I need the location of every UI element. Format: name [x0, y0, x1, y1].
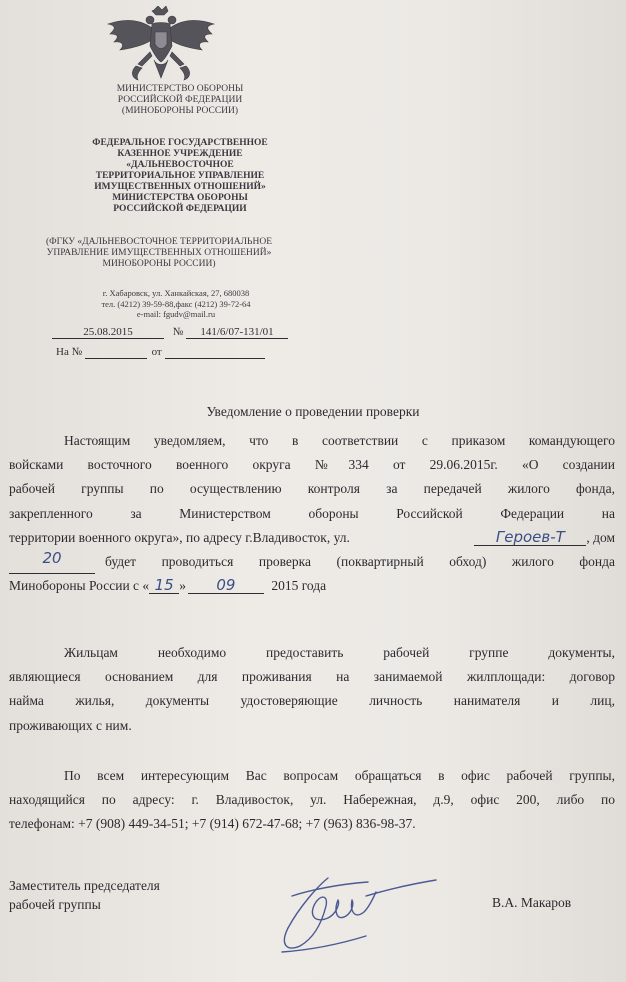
text-line — [9, 550, 615, 574]
registration-line — [52, 326, 288, 339]
ministry-line: МИНИСТЕРСТВО ОБОРОНЫ — [116, 84, 244, 94]
registration-number: 141/6/07-131/01 — [186, 326, 288, 339]
address-block — [56, 288, 296, 320]
institution-line: ФЕДЕРАЛЬНОЕ ГОСУДАРСТВЕННОЕ — [92, 138, 268, 148]
reference-number-label: На № — [56, 346, 83, 358]
text-line: рабочей группы по осуществлению контроля за передачей жилого фонда, — [9, 481, 615, 497]
ministry-name — [40, 84, 320, 117]
reference-date-blank — [165, 346, 265, 359]
text-segment: » — [179, 578, 186, 594]
handwritten-house-number: 20 — [9, 550, 95, 574]
institution-name — [40, 138, 320, 215]
text-segment: будет проводиться проверка (поквартирный обход) жилого фонда — [105, 554, 615, 570]
text-segment: , дом — [586, 529, 615, 545]
position-line: рабочей группы — [9, 897, 101, 912]
institution-line: ИМУЩЕСТВЕННЫХ ОТНОШЕНИЙ» — [94, 182, 266, 192]
registration-number-label: № — [172, 326, 184, 338]
text-line: являющиеся основанием для проживания на занимаемой жилплощади: договор — [9, 669, 615, 685]
paragraph-2 — [9, 641, 615, 738]
institution-line: ТЕРРИТОРИАЛЬНОЕ УПРАВЛЕНИЕ — [95, 171, 265, 181]
signatory-name: В.А. Макаров — [492, 895, 572, 910]
text-line: войсками восточного военного округа №334 от 29.06.2015г. «О создании — [9, 457, 615, 473]
paragraph-1 — [9, 429, 615, 598]
text-line: Жильцам необходимо предоставить рабочей группе документы, — [64, 645, 615, 660]
text-line: По всем интересующим Вас вопросам обращаться в офис рабочей группы, — [64, 768, 615, 783]
ministry-line: РОССИЙСКОЙ ФЕДЕРАЦИИ — [117, 95, 243, 105]
handwritten-street: Героев-Т — [474, 529, 586, 546]
reference-date-label: от — [151, 346, 162, 358]
email: e-mail: fgudv@mail.ru — [136, 309, 216, 319]
handwritten-day: 15 — [149, 577, 179, 594]
text-segment: 2015 года — [271, 578, 327, 594]
institution-line: КАЗЕННОЕ УЧРЕЖДЕНИЕ — [117, 149, 243, 159]
short-name-line: МИНОБОРОНЫ РОССИИ) — [102, 259, 216, 269]
handwritten-month: 09 — [188, 577, 264, 594]
text-line — [9, 574, 615, 598]
paragraph-3 — [9, 764, 615, 837]
reference-line — [56, 346, 265, 359]
text-segment: территории военного округа», по адресу г.Владивосток, ул. — [9, 529, 350, 545]
reference-number-blank — [85, 346, 147, 359]
ministry-line: (МИНОБОРОНЫ РОССИИ) — [121, 106, 239, 116]
document-title: Уведомление о проведении проверки — [206, 404, 420, 419]
text-line: находящийся по адресу: г. Владивосток, ул. Набережная, д.9, офис 200, либо по — [9, 792, 615, 808]
position-line: Заместитель председателя — [9, 878, 160, 893]
registration-date: 25.08.2015 — [52, 326, 164, 339]
double-headed-eagle-emblem — [106, 6, 216, 84]
text-line: телефонам: +7 (908) 449-34-51; +7 (914) 672-47-68; +7 (963) 836-98-37. — [9, 816, 416, 832]
text-line: закрепленного за Министерством обороны Российской Федерации на — [9, 505, 615, 521]
phone-fax: тел. (4212) 39-59-88,факс (4212) 39-72-64 — [101, 298, 251, 309]
text-segment: Минобороны России с « — [9, 578, 150, 594]
text-line — [9, 526, 615, 550]
institution-line: «ДАЛЬНЕВОСТОЧНОЕ — [126, 160, 234, 170]
handwritten-signature — [270, 866, 440, 958]
text-line: Настоящим уведомляем, что в соответствии с приказом командующего — [64, 433, 615, 448]
short-name-line: УПРАВЛЕНИЕ ИМУЩЕСТВЕННЫХ ОТНОШЕНИЙ» — [46, 248, 272, 258]
signatory-position — [9, 876, 160, 914]
institution-line: МИНИСТЕРСТВА ОБОРОНЫ — [112, 193, 248, 203]
address: г. Хабаровск, ул. Ханкайская, 27, 680038 — [102, 288, 250, 298]
text-line: найма жилья, документы удостоверяющие личность нанимателя и лиц, — [9, 693, 615, 709]
text-line: проживающих с ним. — [9, 717, 132, 733]
short-name-line: (ФГКУ «ДАЛЬНЕВОСТОЧНОЕ ТЕРРИТОРИАЛЬНОЕ — [45, 237, 273, 247]
institution-line: РОССИЙСКОЙ ФЕДЕРАЦИИ — [113, 204, 247, 214]
institution-short-name — [14, 237, 304, 270]
